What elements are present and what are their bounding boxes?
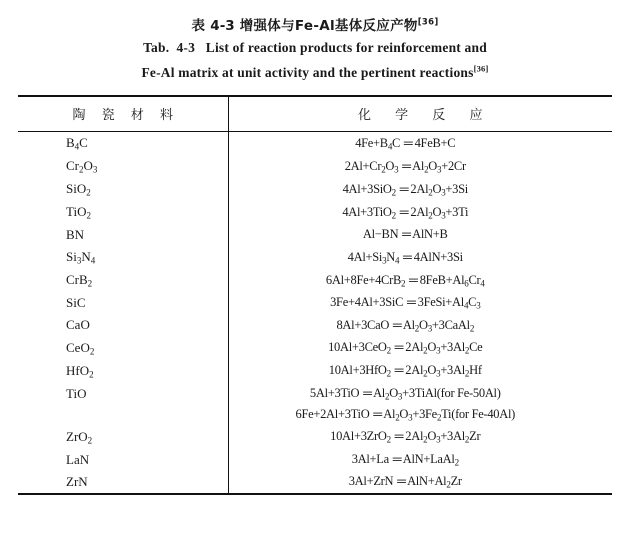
column-header-reaction: 化 学 反 应	[228, 97, 612, 132]
caption-en-text-2: Fe-Al matrix at unit activity and the pertinent reactions	[141, 65, 474, 81]
cell-material	[18, 405, 228, 426]
column-header-material: 陶 瓷 材 料	[72, 108, 179, 124]
reaction-products-table-wrapper	[18, 95, 612, 495]
cell-material: $Cr_2O_3$	[66, 158, 98, 175]
caption-english-line2	[18, 61, 612, 86]
cell-material: SiO$_2$	[66, 181, 91, 198]
cell-reaction: 4Al+3TiO$_2$ ═ $2Al_2O_3+3Ti$	[228, 201, 612, 224]
cell-material: TiO	[66, 385, 87, 401]
caption-en-number: 4-3	[176, 40, 196, 56]
cell-reaction: 4Al+3SiO$_2$ ═ $2Al_2O_3+3Si$	[228, 178, 612, 201]
table-header-row	[18, 97, 612, 132]
cell-material: ZrN	[66, 473, 88, 489]
table-row	[18, 269, 612, 292]
table-row	[18, 224, 612, 246]
table-data-rows	[18, 132, 612, 494]
cell-reaction: 6Fe+2Al+3TiO ═ $Al_2O_3+3Fe_2Ti(for$ Fe-40Al)	[228, 405, 612, 426]
reaction-products-table	[18, 95, 612, 495]
cell-reaction: $4Fe+B_4C$ ═ 4FeB+C	[228, 132, 612, 155]
cell-reaction: $4Al+Si_3N_4$ ═ 4AlN+3Si	[228, 246, 612, 269]
cell-reaction: 10Al+3ZrO$_2$ ═ $2Al_2O_3+3Al_2Zr$	[228, 426, 612, 449]
cell-material: ZrO$_2$	[66, 428, 93, 446]
table-row	[18, 405, 612, 426]
cell-material: BN	[66, 226, 85, 242]
cell-material: $B_4C$	[66, 135, 88, 152]
caption-cn-prefix: 表	[191, 18, 206, 34]
table-row	[18, 448, 612, 470]
cell-reaction: 3Al+ZrN ═ $AlN+Al_2Zr$	[228, 471, 612, 494]
table-row	[18, 471, 612, 494]
table-row	[18, 360, 612, 383]
cell-reaction: 10Al+3CeO$_2$ ═ $2Al_2O_3+3Al_2Ce$	[228, 337, 612, 360]
table-row	[18, 178, 612, 201]
cell-reaction: Al−BN ═ AlN+B	[228, 224, 612, 246]
cell-material: CrB$_2$	[66, 272, 93, 289]
cell-reaction: 3Al+La ═ AlN+LaAl$_2$	[228, 448, 612, 470]
cell-reaction: 3Fe+4Al+3SiC ═ $3FeSi+Al_4C_3$	[228, 292, 612, 314]
cell-material: CaO	[66, 317, 90, 333]
cell-material: $Si_3N_4$	[66, 249, 96, 266]
table-row	[18, 382, 612, 404]
table-footer	[18, 494, 612, 495]
table-row	[18, 426, 612, 449]
table-row	[18, 201, 612, 224]
caption-en-label: Tab.	[143, 40, 170, 56]
cell-material: LaN	[66, 451, 90, 467]
cell-reaction: 10Al+3HfO$_2$ ═ $2Al_2O_3+3Al_2Hf$	[228, 360, 612, 383]
table-row	[18, 132, 612, 155]
table-row	[18, 155, 612, 178]
table-caption	[18, 16, 612, 86]
cell-material: SiC	[66, 295, 86, 311]
table-bottom-rule	[18, 494, 612, 495]
cell-material: HfO$_2$	[66, 362, 94, 380]
cell-reaction: 5Al+3TiO ═ $Al_2O_3+3TiAl(for$ Fe-50Al)	[228, 382, 612, 404]
table-row	[18, 292, 612, 314]
table-body	[18, 96, 612, 132]
table-row	[18, 246, 612, 269]
cell-material: TiO$_2$	[66, 204, 91, 221]
caption-cn-number: 4-3	[210, 18, 235, 34]
caption-english-line1	[18, 36, 612, 61]
cell-reaction: $2Al+Cr_2O_3$ ═ $Al_2O_3+2Cr$	[228, 155, 612, 178]
table-row	[18, 337, 612, 360]
caption-en-text-1: List of reaction products for reinforcement and	[205, 40, 487, 56]
caption-cn-reference: [36]	[417, 17, 439, 28]
caption-en-reference: [36]	[473, 63, 489, 74]
cell-reaction: 6Al+8Fe+4CrB$_2$ ═ $8FeB+Al_6Cr_4$	[228, 269, 612, 292]
table-row	[18, 314, 612, 336]
cell-reaction: 8Al+3CaO ═ $Al_2O_3+3CaAl_2$	[228, 314, 612, 336]
cell-material: CeO$_2$	[66, 339, 95, 357]
caption-chinese	[18, 16, 612, 36]
caption-cn-text: 增强体与Fe-Al基体反应产物	[239, 18, 418, 34]
